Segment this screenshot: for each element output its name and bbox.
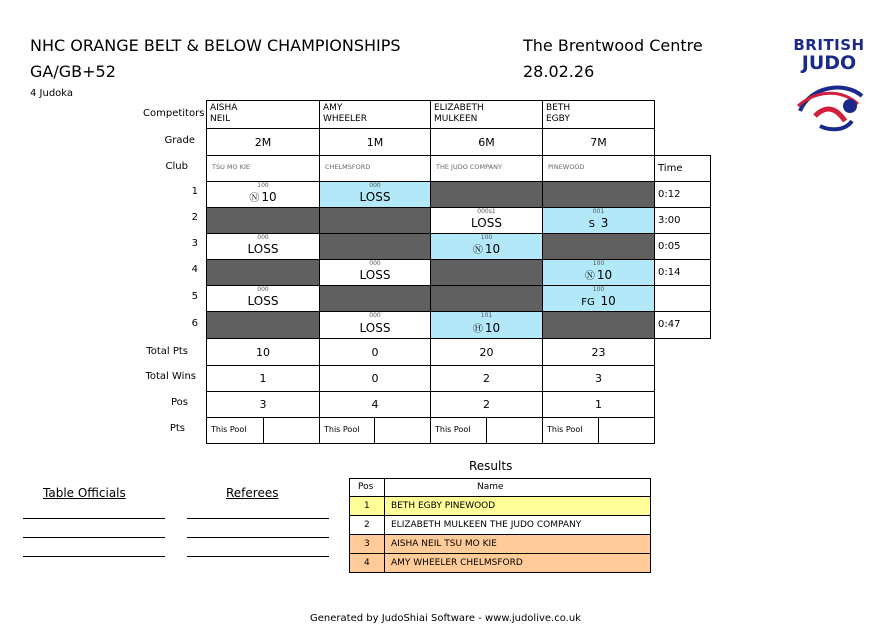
- match-3-empty-4: [542, 233, 655, 260]
- competitor-4-pts-label: This Pool: [542, 417, 599, 444]
- match-3-time: 0:05: [654, 233, 711, 260]
- competitor-2-total-pts: 0: [319, 338, 431, 366]
- label-club: Club: [165, 161, 188, 172]
- competitor-2-name: AMY WHEELER: [319, 100, 431, 129]
- competitor-3-club: THE JUDO COMPANY: [430, 155, 543, 182]
- date-label: 28.02.26: [523, 62, 595, 81]
- competitor-4-pts-value: [598, 417, 655, 444]
- match-4-empty-1: [206, 259, 320, 286]
- tori-icon: Ⓝ: [249, 193, 260, 204]
- label-match-2: 2: [191, 212, 198, 223]
- referees-heading: Referees: [226, 486, 279, 500]
- match-6-competitor-2: 000 LOSS: [319, 311, 431, 339]
- referee-line-1: [187, 518, 329, 519]
- table-officials-heading: Table Officials: [43, 486, 126, 500]
- match-6-time: 0:47: [654, 311, 711, 339]
- hansoku-icon: Ⓗ: [472, 324, 483, 335]
- match-5-empty-3: [430, 285, 543, 312]
- match-4-time: 0:14: [654, 259, 711, 286]
- table-official-line-1: [23, 518, 165, 519]
- label-total-pts: Total Pts: [146, 346, 188, 357]
- competition-title: NHC ORANGE BELT & BELOW CHAMPIONSHIPS: [30, 36, 401, 55]
- result-1-pos: 1: [349, 496, 385, 516]
- competitor-2-total-wins: 0: [319, 365, 431, 392]
- match-1-competitor-2: 000 LOSS: [319, 181, 431, 208]
- match-2-time: 3:00: [654, 207, 711, 234]
- table-official-line-3: [23, 556, 165, 557]
- label-match-3: 3: [191, 238, 198, 249]
- match-5-competitor-1: 000 LOSS: [206, 285, 320, 312]
- competitor-2-pos: 4: [319, 391, 431, 418]
- competitor-3-total-wins: 2: [430, 365, 543, 392]
- competitor-1-pts-value: [263, 417, 320, 444]
- tori-icon: Ⓝ: [472, 245, 483, 256]
- time-header: Time: [654, 155, 711, 182]
- shido-icon: S: [588, 219, 595, 230]
- competitor-4-total-pts: 23: [542, 338, 655, 366]
- competitor-2-club: CHELMSFORD: [319, 155, 431, 182]
- competitor-1-name: AISHA NEIL: [206, 100, 320, 129]
- competitor-1-pts-label: This Pool: [206, 417, 264, 444]
- match-6-empty-1: [206, 311, 320, 339]
- match-2-competitor-4: 001 S 3: [542, 207, 655, 234]
- competitor-2-pts-label: This Pool: [319, 417, 375, 444]
- results-title: Results: [469, 459, 513, 473]
- match-2-empty-1: [206, 207, 320, 234]
- match-5-time: [654, 285, 711, 312]
- result-3-pos: 3: [349, 534, 385, 554]
- match-2-competitor-3: 000s1 LOSS: [430, 207, 543, 234]
- british-judo-logo: BRITISH JUDO: [790, 36, 880, 146]
- judo-figure-icon: [790, 76, 870, 136]
- competitor-3-grade: 6M: [430, 128, 543, 156]
- category-label: GA/GB+52: [30, 62, 116, 81]
- match-4-competitor-2: 000 LOSS: [319, 259, 431, 286]
- competitor-1-club: TSU MO KIE: [206, 155, 320, 182]
- fusengachi-icon: FG: [581, 297, 595, 308]
- match-2-empty-2: [319, 207, 431, 234]
- venue-label: The Brentwood Centre: [523, 36, 703, 55]
- judoka-count: 4 Judoka: [30, 88, 74, 99]
- table-official-line-2: [23, 537, 165, 538]
- match-1-competitor-1: 100 Ⓝ 10: [206, 181, 320, 208]
- result-2-name: ELIZABETH MULKEEN THE JUDO COMPANY: [384, 515, 651, 535]
- referee-line-3: [187, 556, 329, 557]
- result-4-name: AMY WHEELER CHELMSFORD: [384, 553, 651, 573]
- competitor-4-name: BETH EGBY: [542, 100, 655, 129]
- competitor-1-grade: 2M: [206, 128, 320, 156]
- competitor-1-total-pts: 10: [206, 338, 320, 366]
- footer-credit: Generated by JudoShiai Software - www.judolive.co.uk: [310, 613, 581, 624]
- competitor-3-name: ELIZABETH MULKEEN: [430, 100, 543, 129]
- result-4-pos: 4: [349, 553, 385, 573]
- label-grade: Grade: [164, 135, 195, 146]
- label-match-5: 5: [191, 291, 198, 302]
- competitor-1-pos: 3: [206, 391, 320, 418]
- result-3-name: AISHA NEIL TSU MO KIE: [384, 534, 651, 554]
- competitor-1-total-wins: 1: [206, 365, 320, 392]
- competitor-4-pos: 1: [542, 391, 655, 418]
- referee-line-2: [187, 537, 329, 538]
- result-1-name: BETH EGBY PINEWOOD: [384, 496, 651, 516]
- competitor-2-grade: 1M: [319, 128, 431, 156]
- match-4-competitor-4: 100 Ⓝ 10: [542, 259, 655, 286]
- results-name-header: Name: [384, 478, 651, 497]
- competitor-2-pts-value: [374, 417, 431, 444]
- competitor-3-pts-label: This Pool: [430, 417, 487, 444]
- label-match-6: 6: [191, 318, 198, 329]
- results-pos-header: Pos: [349, 478, 385, 497]
- label-competitors: Competitors: [143, 108, 205, 119]
- match-5-empty-2: [319, 285, 431, 312]
- competitor-3-total-pts: 20: [430, 338, 543, 366]
- match-1-time: 0:12: [654, 181, 711, 208]
- competitor-3-pos: 2: [430, 391, 543, 418]
- result-2-pos: 2: [349, 515, 385, 535]
- label-pts: Pts: [169, 423, 185, 434]
- competitor-4-total-wins: 3: [542, 365, 655, 392]
- tori-icon: Ⓝ: [584, 271, 595, 282]
- match-6-competitor-3: 101 Ⓗ 10: [430, 311, 543, 339]
- match-1-empty-4: [542, 181, 655, 208]
- match-5-competitor-4: 100 FG 10: [542, 285, 655, 312]
- label-pos: Pos: [170, 397, 188, 408]
- label-match-4: 4: [191, 264, 198, 275]
- competitor-3-pts-value: [486, 417, 543, 444]
- match-3-empty-2: [319, 233, 431, 260]
- match-4-empty-3: [430, 259, 543, 286]
- match-6-empty-4: [542, 311, 655, 339]
- label-match-1: 1: [191, 186, 198, 197]
- competitor-4-grade: 7M: [542, 128, 655, 156]
- match-1-empty-3: [430, 181, 543, 208]
- competitor-4-club: PINEWOOD: [542, 155, 655, 182]
- match-3-competitor-1: 000 LOSS: [206, 233, 320, 260]
- label-total-wins: Total Wins: [145, 371, 196, 382]
- match-3-competitor-3: 100 Ⓝ 10: [430, 233, 543, 260]
